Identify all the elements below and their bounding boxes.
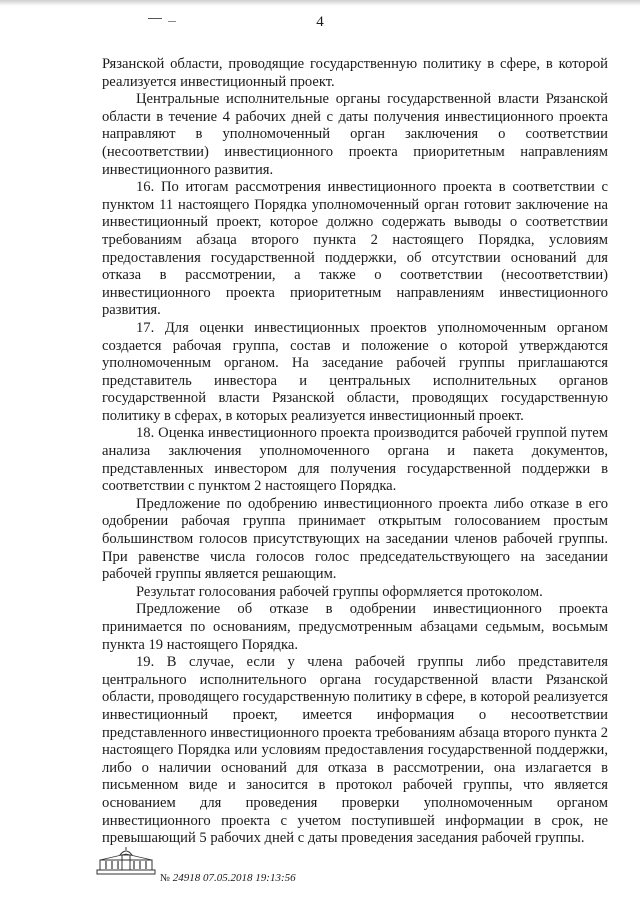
stamp-number-sign: № bbox=[160, 873, 171, 884]
paragraph: Центральные исполнительные органы государственной власти Рязанской области в течение 4 рабочих дней с даты получения инвестиционного проекта направляют в уполномоченный орган заключения о соответствии (несоответствии) инвестиционного проекта приоритетным направлениям инвестиционного развития. bbox=[102, 91, 608, 178]
paragraph: Рязанской области, проводящие государственную политику в сфере, в которой реализуется инвестиционный проект. bbox=[102, 56, 608, 90]
stamp-text: 24918 07.05.2018 19:13:56 bbox=[172, 872, 296, 884]
document-registration-stamp bbox=[160, 872, 296, 884]
paragraph: Предложение по одобрению инвестиционного проекта либо отказе в его одобрении рабочая группа принимает открытым голосованием простым большинством голосов присутствующих на заседании членов рабочей группы. При равенстве числа голосов голос председательствующего на заседании рабочей группы является решающим. bbox=[102, 495, 608, 583]
paragraph: 19. В случае, если у члена рабочей группы либо представителя центрального исполнительного органа государственной власти Рязанской области, проводящего государственную политику в сфере, в которой реализуется инвестиционный проект, имеется информация о несоответствии представленного инвестиционного проекта требованиям абзаца второго пункта 2 настоящего Порядка или условиям предоставления государственной поддержки, либо о наличии оснований для отказа в рассмотрении, она излагается в письменном виде и заносится в протокол рабочей группы, что является основанием для проведения проверки уполномоченным органом инвестиционного проекта с учетом поступившей информации в срок, не превышающий 5 рабочих дней с даты проведения заседания рабочей группы. bbox=[102, 654, 608, 847]
paragraph: Предложение об отказе в одобрении инвестиционного проекта принимается по основаниям, предусмотренным абзацами седьмым, восьмым пункта 19 настоящего Порядка. bbox=[102, 601, 608, 653]
paragraph: Результат голосования рабочей группы оформляется протоколом. bbox=[136, 583, 543, 600]
paragraph: 17. Для оценки инвестиционных проектов уполномоченным органом создается рабочая группа, состав и положение о которой утверждаются уполномоченным органом. На заседание рабочей группы приглашаются представитель инвестора и центральных исполнительных органов государственной власти Рязанской области, проводящих государственную политику в сферах, в которых реализуется инвестиционный проект. bbox=[102, 319, 608, 424]
paragraph: 18. Оценка инвестиционного проекта производится рабочей группой путем анализа заключения уполномоченного органа и пакета документов, представленных инвестором для получения государственной поддержки в соответствии с пунктом 2 настоящего Порядка. bbox=[102, 425, 608, 495]
document-body bbox=[102, 56, 608, 848]
page-number: 4 bbox=[316, 14, 324, 30]
scan-edge bbox=[0, 0, 640, 6]
paragraph: 16. По итогам рассмотрения инвестиционного проекта в соответствии с пунктом 11 настоящего Порядка уполномоченный орган готовит заключение на инвестиционный проект, которое должно содержать выводы о соответствии требованиям абзаца второго пункта 2 настоящего Порядка, условиям предоставления государственной поддержки, об отсутствии оснований для отказа в рассмотрении, а также о соответствии (несоответствии) инвестиционного проекта приоритетным направлениям инвестиционного развития. bbox=[102, 179, 608, 319]
government-building-logo bbox=[96, 846, 156, 876]
